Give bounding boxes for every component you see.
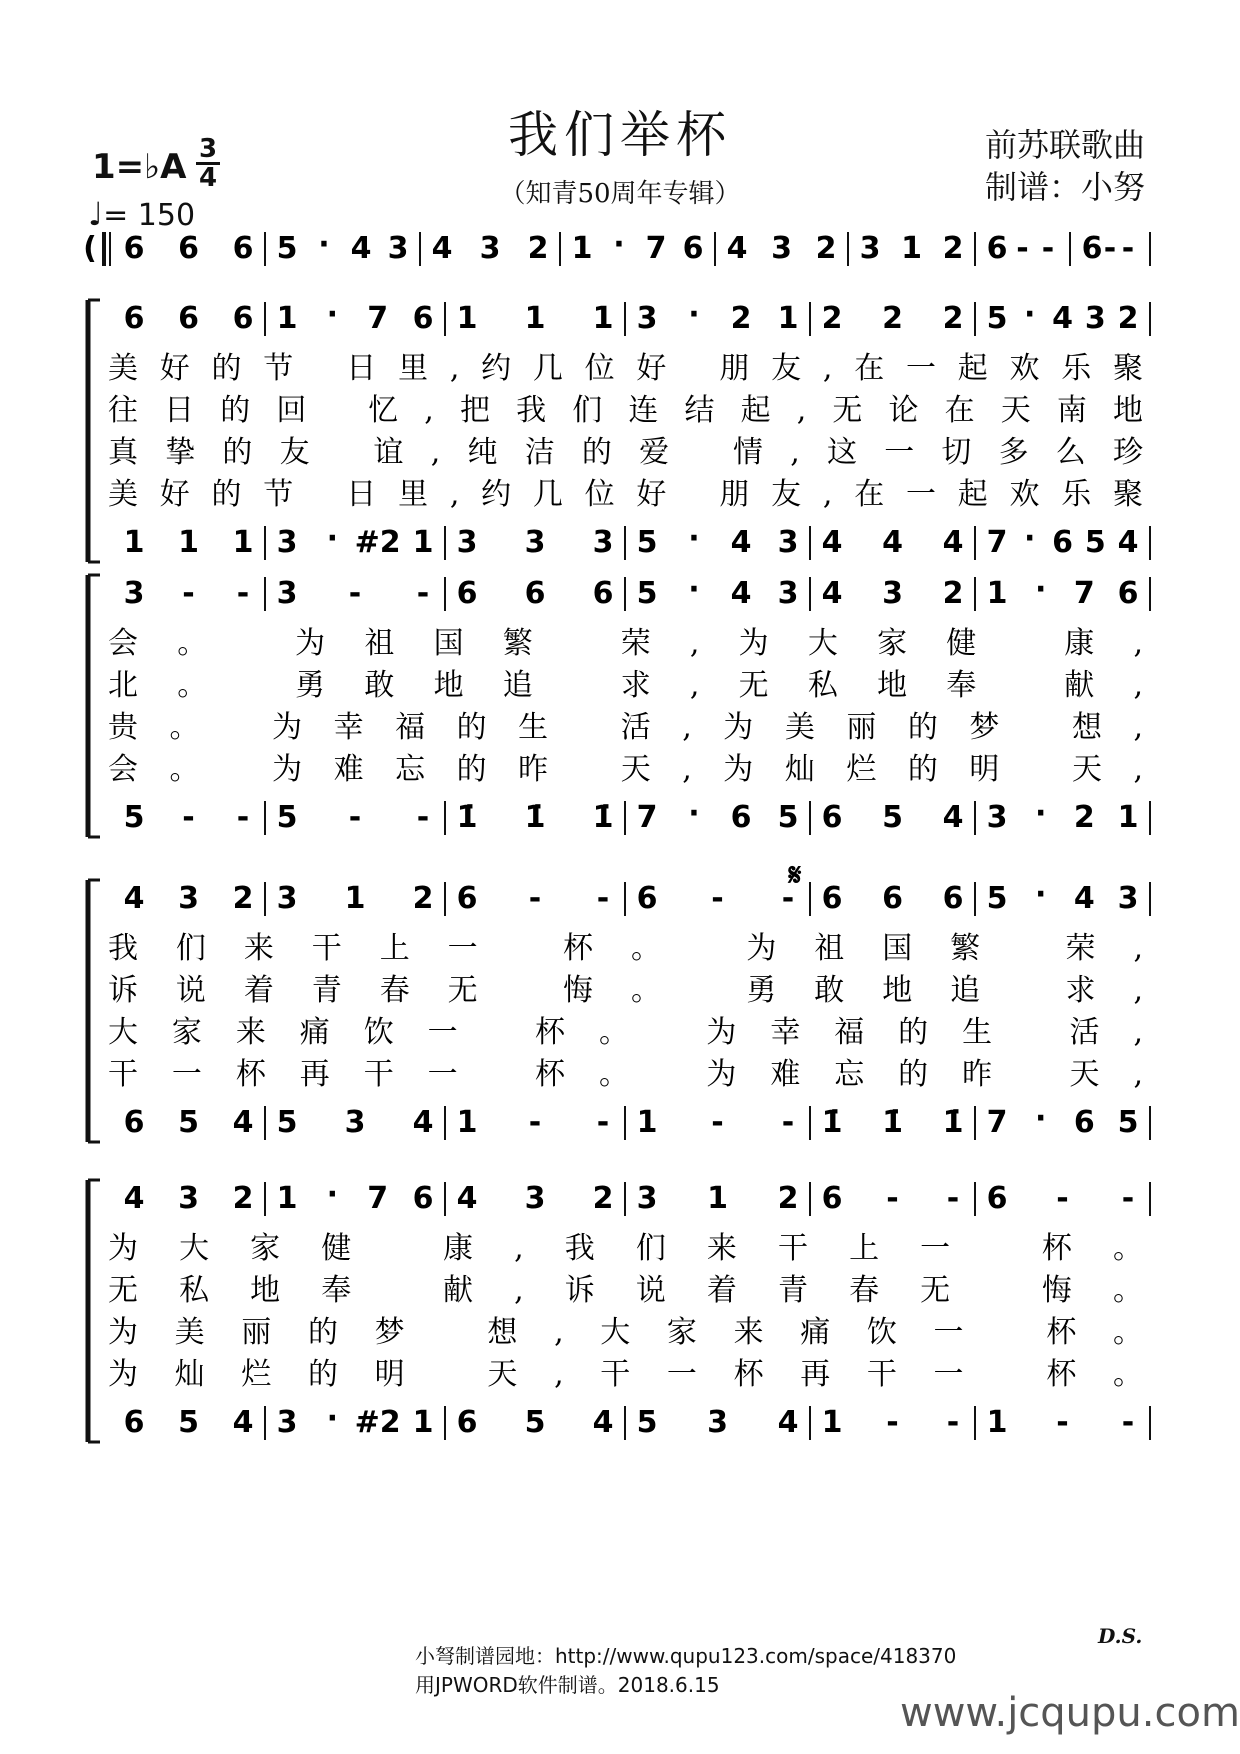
intro-measure-3-note: 6 (682, 231, 704, 266)
harmony-measure-0-note: 6 (123, 1405, 145, 1440)
melody-measure-0-note: - (182, 576, 195, 611)
melody-measure-4-note: - (886, 1181, 899, 1216)
melody-measure-1-note: 6 (412, 301, 434, 336)
intro-measure-1-note: 3 (387, 231, 409, 266)
melody-measure-0-note: 6 (178, 301, 199, 336)
melody-measure-0-note: 2 (232, 881, 254, 916)
harmony-measure-5-note: 1 (1117, 800, 1139, 835)
melody-measure-3-note: 1 (777, 301, 799, 336)
harmony-measure-1-note: #2 (354, 1405, 401, 1440)
melody-measure-2-note: 3 (524, 1181, 546, 1216)
harmony-measure-5-dot: · (1034, 1101, 1047, 1136)
melody-measure-5-dot: · (1034, 877, 1047, 912)
intro-measure-3-note: 1 (571, 231, 593, 266)
harmony-measure-1-note: 3 (276, 1405, 298, 1440)
harmony-measure-0-note: 1 (178, 525, 199, 560)
harmony-measure-3-note: 3 (777, 525, 799, 560)
harmony-measure-3-note: 1 (636, 1105, 658, 1140)
page-title: 我们举杯 (508, 106, 732, 164)
harmony-measure-4-note: 1̇ (882, 1105, 903, 1140)
melody-measure-1-note: 2 (412, 881, 434, 916)
harmony-measure-4-note: 4 (821, 525, 843, 560)
harmony-measure-1-note: 5 (276, 1105, 298, 1140)
harmony-measure-5-note: - (1056, 1405, 1069, 1440)
melody-measure-1-note: 3 (276, 576, 298, 611)
harmony-measure-4-note: 6 (821, 800, 843, 835)
melody-measure-3-note: 5 (636, 576, 658, 611)
melody-measure-4-note: 6 (821, 1181, 843, 1216)
harmony-measure-5-note: 5 (1084, 525, 1106, 560)
harmony-measure-3-note: 5 (636, 525, 658, 560)
melody-measure-4-note: 3 (882, 576, 903, 611)
harmony-measure-3-note: - (781, 1105, 795, 1140)
harmony-measure-2-note: 3 (524, 525, 546, 560)
intro-measure-6-note: - (1041, 231, 1055, 266)
time-signature-top: 3 (198, 134, 218, 164)
melody-measure-3-dot: · (688, 297, 700, 332)
melody-measure-5-note: 6 (1117, 576, 1139, 611)
melody-measure-1-note: 1 (276, 301, 298, 336)
melody-measure-5-dot: · (1034, 572, 1047, 607)
harmony-measure-2-note: 3 (456, 525, 478, 560)
lyric-line: 为大家健 康,我们来干上一 杯。 (108, 1231, 1143, 1266)
melody-measure-3-note: - (711, 881, 724, 916)
lyric-line: 为灿烂的明 天,干一杯再干一 杯。 (108, 1357, 1143, 1392)
melody-measure-5-note: 3 (1117, 881, 1139, 916)
intro-measure-0-note: 6 (123, 231, 145, 266)
melody-measure-3-note: 3 (636, 1181, 658, 1216)
lyric-line: 会。 为祖国繁 荣,为大家健 康, (108, 626, 1143, 661)
melody-measure-4-note: 2 (821, 301, 843, 336)
intro-measure-4-note: 2 (815, 231, 837, 266)
harmony-measure-3-note: 4 (777, 1405, 799, 1440)
harmony-measure-4-note: - (946, 1405, 960, 1440)
melody-measure-2-note: 6 (456, 881, 478, 916)
intro-measure-6-note: 6 (986, 231, 1008, 266)
melody-measure-1-dot: · (326, 297, 339, 332)
melody-measure-0-note: 6 (123, 301, 145, 336)
intro-measure-7-note: - (1121, 231, 1135, 266)
melody-measure-3-note: 2 (730, 301, 752, 336)
harmony-measure-5-note: 2 (1073, 800, 1095, 835)
harmony-measure-0-note: 6 (123, 1105, 145, 1140)
melody-measure-3-note: - (781, 881, 795, 916)
harmony-measure-0-note: 1 (232, 525, 254, 560)
harmony-measure-2-note: 4 (592, 1405, 614, 1440)
lyric-line: 往日的回 忆,把我们连结起,无论在天南地 (108, 393, 1143, 428)
harmony-measure-0-note: - (182, 800, 195, 835)
harmony-measure-5-dot: · (1024, 521, 1036, 556)
intro-measure-5-note: 3 (859, 231, 881, 266)
harmony-measure-0-note: - (236, 800, 250, 835)
melody-measure-4-note: 2 (942, 301, 964, 336)
melody-measure-5-note: 7 (1073, 576, 1095, 611)
melody-measure-4-note: - (946, 1181, 960, 1216)
harmony-measure-4-note: 5 (882, 800, 903, 835)
melody-measure-5-note: 3 (1084, 301, 1106, 336)
melody-measure-5-note: 1 (986, 576, 1008, 611)
lyric-line: 真挚的友 谊,纯洁的爱 情,这一切多么珍 (108, 435, 1143, 470)
harmony-measure-1-note: - (348, 800, 362, 835)
harmony-measure-2-note: 1̇ (524, 800, 546, 835)
melody-measure-1-note: 3 (276, 881, 298, 916)
harmony-measure-3-note: 6 (730, 800, 752, 835)
harmony-measure-5-note: 4 (1117, 525, 1139, 560)
lyric-line: 无私地奉 献,诉说着青春无 悔。 (108, 1273, 1143, 1308)
footer-credit-line: 小弩制谱园地：http://www.qupu123.com/space/418370 (415, 1644, 957, 1668)
melody-measure-1-note: - (416, 576, 430, 611)
melody-measure-5-note: 4 (1052, 301, 1073, 336)
harmony-measure-2-note: 3 (592, 525, 614, 560)
harmony-measure-2-note: - (596, 1105, 610, 1140)
harmony-measure-1-note: #2 (354, 525, 401, 560)
intro-measure-0-note: 6 (178, 231, 199, 266)
melody-measure-4-note: 2 (882, 301, 903, 336)
melody-measure-1-note: 7 (367, 301, 389, 336)
page-subtitle: （知青50周年专辑） (499, 179, 741, 209)
harmony-measure-5-note: 6 (1052, 525, 1073, 560)
harmony-measure-4-note: - (886, 1405, 899, 1440)
melody-measure-0-note: - (236, 576, 250, 611)
melody-measure-5-note: 4 (1073, 881, 1095, 916)
harmony-measure-0-note: 4 (232, 1105, 254, 1140)
intro-measure-3-dot: · (613, 227, 625, 262)
harmony-measure-5-dot: · (1034, 796, 1047, 831)
harmony-measure-3-note: 7 (636, 800, 658, 835)
intro-measure-4-note: 4 (726, 231, 748, 266)
harmony-measure-2-note: 1̇ (456, 800, 478, 835)
intro-measure-2-note: 4 (431, 231, 453, 266)
harmony-measure-3-note: 5 (636, 1405, 658, 1440)
lyric-line: 美好的节 日里,约几位好 朋友,在一起欢乐聚 (108, 351, 1144, 386)
lyric-line: 干一杯再干一 杯。 为难忘的昨 天, (108, 1057, 1143, 1092)
arranger-credit: 制谱：小努 (984, 168, 1145, 206)
harmony-measure-4-note: 1̇ (821, 1105, 843, 1140)
melody-measure-3-note: 6 (636, 881, 658, 916)
lyric-line: 美好的节 日里,约几位好 朋友,在一起欢乐聚 (108, 477, 1144, 512)
melody-measure-4-note: 6 (882, 881, 903, 916)
melody-measure-1-note: 7 (367, 1181, 389, 1216)
harmony-measure-5-note: 6 (1073, 1105, 1095, 1140)
harmony-measure-5-note: 1 (986, 1405, 1008, 1440)
intro-paren: ( (83, 231, 97, 266)
harmony-measure-3-note: 3 (707, 1405, 728, 1440)
melody-measure-5-note: - (1121, 1181, 1135, 1216)
harmony-measure-1-note: - (416, 800, 430, 835)
tempo-value: = 150 (103, 198, 196, 233)
harmony-measure-3-dot: · (688, 796, 700, 831)
lyric-line: 我们来干上一 杯。 为祖国繁 荣, (108, 931, 1143, 966)
harmony-measure-4-note: 1 (821, 1405, 843, 1440)
melody-measure-3-note: 3 (777, 576, 799, 611)
melody-measure-1-note: 1 (276, 1181, 298, 1216)
melody-measure-4-note: 6 (942, 881, 964, 916)
melody-measure-2-note: 1 (456, 301, 478, 336)
melody-measure-0-note: 6 (232, 301, 254, 336)
harmony-measure-0-note: 1 (123, 525, 145, 560)
melody-measure-2-note: 4 (456, 1181, 478, 1216)
lyric-line: 诉说着青春无 悔。 勇敢地追 求, (108, 973, 1143, 1008)
lyric-line: 贵。 为幸福的生 活,为美丽的梦 想, (108, 710, 1144, 745)
melody-measure-1-dot: · (326, 1177, 339, 1212)
melody-measure-3-note: 4 (730, 576, 752, 611)
harmony-measure-1-note: 5 (276, 800, 298, 835)
melody-measure-0-note: 4 (123, 1181, 145, 1216)
melody-measure-2-note: 6 (456, 576, 478, 611)
harmony-measure-1-note: 3 (276, 525, 298, 560)
segno-sign: 𝄋 (788, 858, 802, 893)
melody-measure-5-note: 6 (986, 1181, 1008, 1216)
harmony-measure-0-note: 4 (232, 1405, 254, 1440)
harmony-measure-4-note: 4 (882, 525, 903, 560)
melody-measure-0-note: 3 (178, 881, 199, 916)
intro-measure-1-dot: · (318, 227, 330, 262)
harmony-measure-4-note: 1̇ (942, 1105, 964, 1140)
melody-measure-0-note: 4 (123, 881, 145, 916)
intro-measure-5-note: 2 (942, 231, 964, 266)
melody-measure-3-dot: · (688, 572, 700, 607)
harmony-measure-2-note: 1 (456, 1105, 478, 1140)
harmony-measure-2-note: - (528, 1105, 542, 1140)
intro-measure-6-note: - (1016, 231, 1029, 266)
harmony-measure-3-note: 5 (777, 800, 799, 835)
quarter-note-icon: ♩ (88, 195, 104, 233)
time-signature-bottom: 4 (198, 163, 218, 193)
melody-measure-5-note: - (1056, 1181, 1069, 1216)
ds-mark: D.S. (1098, 1624, 1143, 1648)
melody-measure-3-note: 1 (707, 1181, 728, 1216)
harmony-measure-2-note: 6 (456, 1405, 478, 1440)
harmony-measure-3-dot: · (688, 521, 700, 556)
melody-measure-2-note: 6 (524, 576, 546, 611)
harmony-measure-1-note: 3 (344, 1105, 366, 1140)
harmony-measure-1-dot: · (326, 521, 339, 556)
melody-measure-0-note: 2 (232, 1181, 254, 1216)
intro-measure-3-note: 7 (645, 231, 667, 266)
melody-measure-2-note: 2 (592, 1181, 614, 1216)
harmony-measure-3-note: - (711, 1105, 724, 1140)
harmony-measure-5-note: 3 (986, 800, 1008, 835)
intro-measure-2-note: 3 (479, 231, 501, 266)
melody-measure-5-note: 2 (1117, 301, 1139, 336)
harmony-measure-1-note: 1 (412, 1405, 434, 1440)
melody-measure-1-note: 1 (344, 881, 366, 916)
intro-measure-0-note: 6 (232, 231, 254, 266)
melody-measure-5-note: 5 (986, 881, 1008, 916)
melody-measure-2-note: 6 (592, 576, 614, 611)
melody-measure-3-note: 3 (636, 301, 658, 336)
harmony-measure-2-note: 1̇ (592, 800, 614, 835)
intro-measure-5-note: 1 (901, 231, 922, 266)
melody-measure-4-note: 6 (821, 881, 843, 916)
melody-measure-5-dot: · (1024, 297, 1036, 332)
melody-measure-0-note: 3 (123, 576, 145, 611)
lyric-line: 会。 为难忘的昨 天,为灿烂的明 天, (108, 752, 1144, 787)
melody-measure-3-note: 2 (777, 1181, 799, 1216)
footer-date-line: 用JPWORD软件制谱。2018.6.15 (415, 1673, 720, 1697)
harmony-measure-2-note: 5 (524, 1405, 546, 1440)
composer-credit: 前苏联歌曲 (984, 126, 1145, 164)
harmony-measure-1-note: 1 (412, 525, 434, 560)
intro-measure-2-note: 2 (527, 231, 549, 266)
harmony-measure-5-note: 7 (986, 525, 1008, 560)
harmony-measure-5-note: 5 (1117, 1105, 1139, 1140)
intro-measure-7-note: 6 (1081, 231, 1103, 266)
lyric-line: 为美丽的梦 想,大家来痛饮一 杯。 (108, 1315, 1143, 1350)
melody-measure-2-note: - (528, 881, 542, 916)
melody-measure-2-note: 1 (524, 301, 546, 336)
melody-measure-4-note: 4 (821, 576, 843, 611)
harmony-measure-1-dot: · (326, 1401, 339, 1436)
melody-measure-1-note: 6 (412, 1181, 434, 1216)
melody-measure-0-note: 3 (178, 1181, 199, 1216)
lyric-line: 大家来痛饮一 杯。 为幸福的生 活, (108, 1015, 1143, 1050)
harmony-measure-5-note: - (1121, 1405, 1135, 1440)
harmony-measure-0-note: 5 (123, 800, 145, 835)
intro-measure-4-note: 3 (771, 231, 792, 266)
key-signature: 1=♭A (92, 147, 187, 187)
harmony-measure-4-note: 4 (942, 525, 964, 560)
harmony-measure-1-note: 4 (412, 1105, 434, 1140)
watermark: www.jcqupu.com (900, 1690, 1240, 1736)
melody-measure-2-note: - (596, 881, 610, 916)
intro-measure-7-note: - (1103, 231, 1117, 266)
melody-measure-1-note: - (348, 576, 362, 611)
harmony-measure-0-note: 5 (178, 1105, 199, 1140)
melody-measure-2-note: 1 (592, 301, 614, 336)
melody-measure-4-note: 2 (942, 576, 964, 611)
lyric-line: 北。 勇敢地追 求,无私地奉 献, (108, 668, 1143, 703)
intro-measure-1-note: 5 (276, 231, 298, 266)
harmony-measure-5-note: 7 (986, 1105, 1008, 1140)
melody-measure-5-note: 5 (986, 301, 1008, 336)
harmony-measure-3-note: 4 (730, 525, 752, 560)
harmony-measure-0-note: 5 (178, 1405, 199, 1440)
harmony-measure-4-note: 4 (942, 800, 964, 835)
intro-measure-1-note: 4 (350, 231, 372, 266)
